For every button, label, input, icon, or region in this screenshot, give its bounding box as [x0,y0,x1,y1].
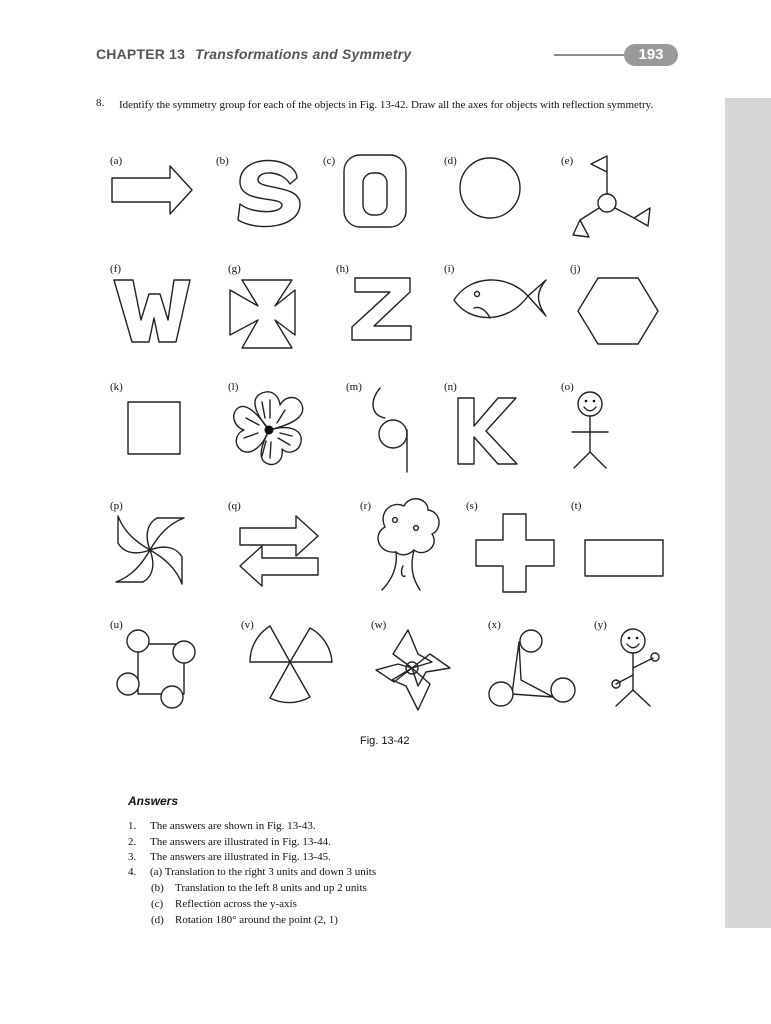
label-o: (o) [561,381,574,393]
label-t: (t) [571,500,582,512]
answer-text: The answers are illustrated in Fig. 13-44. [150,836,331,848]
answer-number: 3. [128,851,137,863]
label-k: (k) [110,381,123,393]
label-x: (x) [488,619,501,631]
shape-u-square-circles [117,630,195,708]
subitem-letter: (b) [151,882,164,894]
label-b: (b) [216,155,229,167]
label-l: (l) [228,381,239,393]
shape-j-hexagon [578,278,658,344]
shape-m-hook-figure [373,388,407,472]
answer-text: The answers are shown in Fig. 13-43. [150,820,316,832]
label-d: (d) [444,155,457,167]
shape-q-double-arrow [240,516,318,586]
shape-s-plus [476,514,554,592]
shape-c-letter-o [344,155,406,227]
answer-subitem [151,914,338,926]
page-number: 193 [624,44,678,66]
label-p: (p) [110,500,123,512]
label-y: (y) [594,619,607,631]
shape-g-maltese-cross [230,280,295,348]
subitem-text: Reflection across the y-axis [175,898,297,910]
label-f: (f) [110,263,121,275]
shape-a-arrow [112,166,192,214]
shape-b-letter-s [238,161,300,227]
label-n: (n) [444,381,457,393]
answer-text: The answers are illustrated in Fig. 13-45. [150,851,331,863]
subitem-text: Rotation 180° around the point (2, 1) [175,914,338,926]
shape-n-letter-k [458,398,517,464]
subitem-letter: (d) [151,914,164,926]
question-number: 8. [96,97,105,109]
shape-d-circle [460,158,520,218]
label-v: (v) [241,619,254,631]
subitem-letter: (c) [151,898,164,910]
shape-r-tree [378,499,439,590]
answer-item [128,851,331,863]
shape-x-circles-belt [489,630,575,706]
label-c: (c) [323,155,336,167]
chapter-number: CHAPTER 13 [96,46,186,62]
label-h: (h) [336,263,349,275]
label-m: (m) [346,381,362,393]
shape-i-fish [454,280,546,318]
answer-subitem [151,882,367,894]
shape-w-interlaced-star [376,630,450,710]
answer-number: 4. [128,866,137,878]
figure-caption: Fig. 13-42 [360,735,410,747]
shape-l-flower [234,392,303,465]
label-a: (a) [110,155,123,167]
answer-subitem [151,898,297,910]
answer-number: 1. [128,820,137,832]
shape-f-letter-w [114,280,190,342]
shape-y-stick-figure-ball [612,629,659,706]
label-e: (e) [561,155,574,167]
label-u: (u) [110,619,123,631]
shape-e-flag-triskele [573,156,650,237]
chapter-title: Transformations and Symmetry [195,46,412,62]
shape-t-rectangle [585,540,663,576]
answer-number: 2. [128,836,137,848]
shape-h-letter-z [352,278,411,340]
answer-item [128,820,316,832]
answers-heading: Answers [128,794,179,808]
shape-p-pinwheel [116,516,184,584]
subitem-text: Translation to the left 8 units and up 2 units [175,882,367,894]
label-w: (w) [371,619,387,631]
shape-v-trefoil [250,626,332,703]
answer-item [128,836,331,848]
shape-k-square [128,402,180,454]
label-q: (q) [228,500,241,512]
answer-item [128,866,376,878]
label-i: (i) [444,263,455,275]
label-s: (s) [466,500,478,512]
label-g: (g) [228,263,241,275]
answer-text: (a) Translation to the right 3 units and down 3 units [150,866,377,878]
question-text: Identify the symmetry group for each of the objects in Fig. 13-42. Draw all the axes for objects with reflection symmetry. [119,99,654,111]
shape-o-stick-figure [572,392,608,468]
label-r: (r) [360,500,371,512]
label-j: (j) [570,263,581,275]
